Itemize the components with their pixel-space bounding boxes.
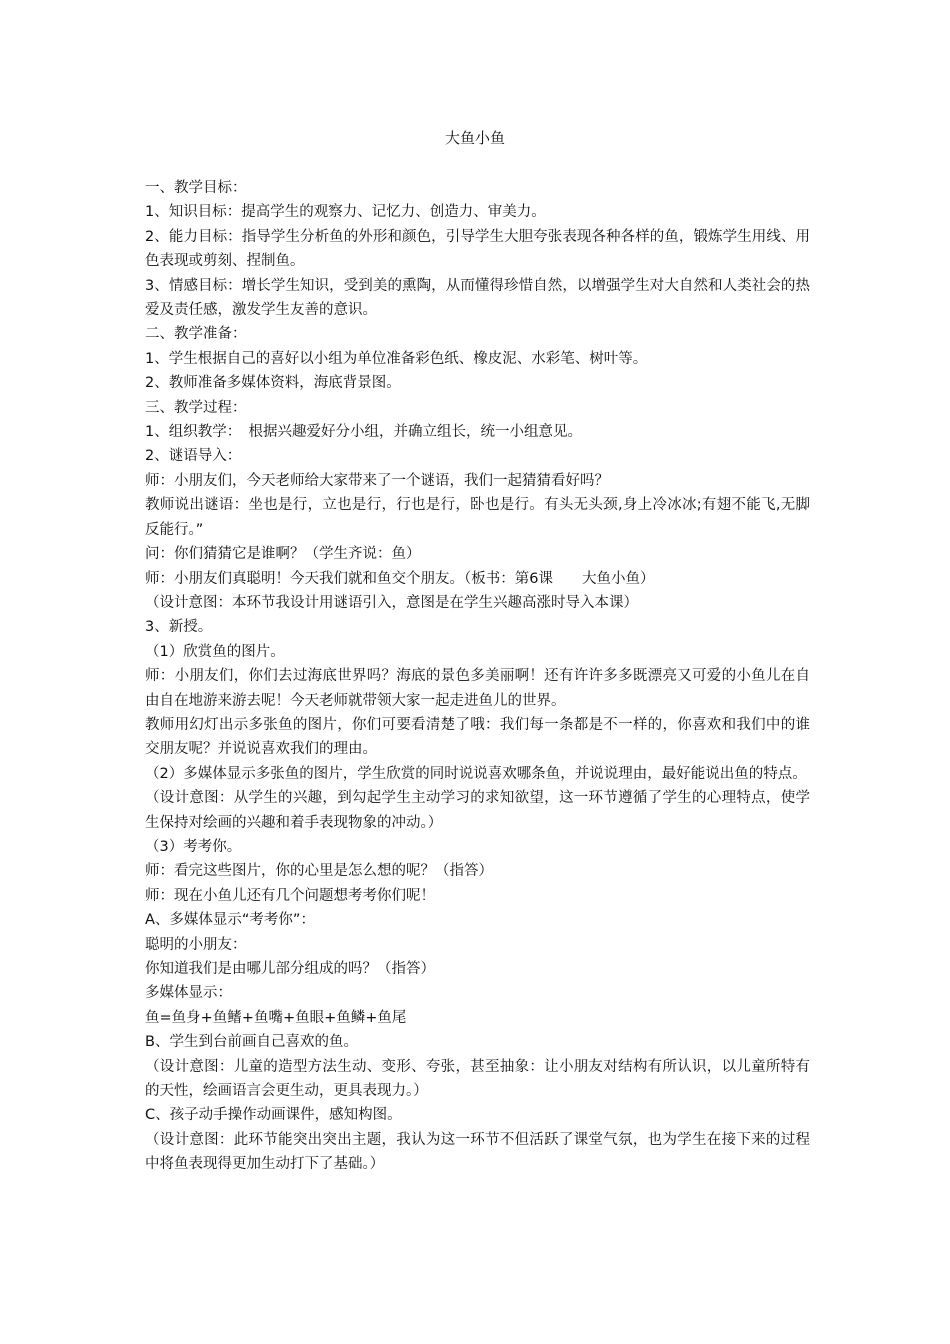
fish-parts-formula: 鱼=鱼身+鱼鳍+鱼嘴+鱼眼+鱼鳞+鱼尾 xyxy=(145,1009,407,1026)
paragraph: （1）欣赏鱼的图片。 xyxy=(145,643,285,660)
emotion-goal: 3、情感目标：增长学生知识，受到美的熏陶，从而懂得珍惜自然，以增强学生对大自然和人类社会的热爱及责任感，激发学生友善的意识。 xyxy=(145,277,810,319)
paragraph: （2）多媒体显示多张鱼的图片，学生欣赏的同时说说喜欢哪条鱼，并说说理由，最好能说出鱼的特点。 xyxy=(145,765,807,782)
paragraph: A、多媒体显示“考考你”： xyxy=(145,912,315,929)
paragraph: 师：现在小鱼儿还有几个问题想考考你们呢！ xyxy=(145,887,435,904)
document-title: 大鱼小鱼 xyxy=(444,129,505,147)
paragraph: 你知道我们是由哪儿部分组成的吗？（指答） xyxy=(145,961,435,977)
paragraph: 教师说出谜语：坐也是行，立也是行，行也是行，卧也是行。有头无头颈,身上冷冰冰;有翅不能飞,无脚反能行。” xyxy=(145,497,810,538)
document-body xyxy=(145,176,810,1177)
design-intent: （设计意图：儿童的造型方法生动、变形、夸张，甚至抽象：让小朋友对结构有所认识，以儿童所特有的天性，绘画语言会更生动，更具表现力。） xyxy=(145,1058,810,1100)
paragraph: 师：小朋友们，你们去过海底世界吗？海底的景色多美丽啊！还有许许多多既漂亮又可爱的小鱼儿在自由自在地游来游去呢！今天老师就带领大家一起走进鱼儿的世界。 xyxy=(145,668,810,709)
ability-goal: 2、能力目标：指导学生分析鱼的外形和颜色，引导学生大胆夸张表现各种各样的鱼，锻炼学生用线、用色表现或剪刻、捏制鱼。 xyxy=(145,228,810,270)
paragraph: （3）考考你。 xyxy=(145,838,242,855)
knowledge-goal: 1、知识目标：提高学生的观察力、记忆力、创造力、审美力。 xyxy=(145,204,546,221)
paragraph: 聪明的小朋友： xyxy=(145,936,247,953)
paragraph: 问：你们猜猜它是谁啊？（学生齐说：鱼） xyxy=(145,546,421,563)
teacher-preparation: 2、教师准备多媒体资料，海底背景图。 xyxy=(145,375,401,392)
paragraph: 多媒体显示： xyxy=(145,985,232,1002)
design-intent: （设计意图：此环节能突出突出主题，我认为这一环节不但活跃了课堂气氛，也为学生在接下来的过程中将鱼表现得更加生动打下了基础。） xyxy=(145,1131,810,1173)
paragraph: B、学生到台前画自己喜欢的鱼。 xyxy=(145,1034,358,1051)
paragraph: 师：看完这些图片，你的心里是怎么想的呢？（指答） xyxy=(145,863,493,880)
student-preparation: 1、学生根据自己的喜好以小组为单位准备彩色纸、橡皮泥、水彩笔、树叶等。 xyxy=(145,350,648,367)
design-intent: （设计意图：本环节我设计用谜语引入，意图是在学生兴趣高涨时导入本课） xyxy=(145,594,638,611)
paragraph: 师：小朋友们，今天老师给大家带来了一个谜语，我们一起猜猜看好吗？ xyxy=(145,472,609,489)
heading-teaching-process: 三、教学过程： xyxy=(145,399,247,416)
heading-teaching-goals: 一、教学目标： xyxy=(145,180,247,196)
organize-teaching: 1、组织教学： 根据兴趣爱好分小组，并确立组长，统一小组意见。 xyxy=(145,424,582,441)
design-intent: （设计意图：从学生的兴趣，到勾起学生主动学习的求知欲望，这一环节遵循了学生的心理特点，使学生保持对绘画的兴趣和着手表现物象的冲动。） xyxy=(145,790,810,831)
paragraph: 师：小朋友们真聪明！今天我们就和鱼交个朋友。（板书：第6课 大鱼小鱼） xyxy=(145,570,655,587)
new-lesson: 3、新授。 xyxy=(145,619,213,636)
riddle-intro: 2、谜语导入： xyxy=(145,448,242,465)
paragraph: 教师用幻灯出示多张鱼的图片，你们可要看清楚了哦：我们每一条都是不一样的，你喜欢和我们中的谁交朋友呢？并说说喜欢我们的理由。 xyxy=(145,716,810,758)
heading-teaching-preparation: 二、教学准备： xyxy=(145,326,247,343)
paragraph: C、孩子动手操作动画课件，感知构图。 xyxy=(145,1107,402,1124)
